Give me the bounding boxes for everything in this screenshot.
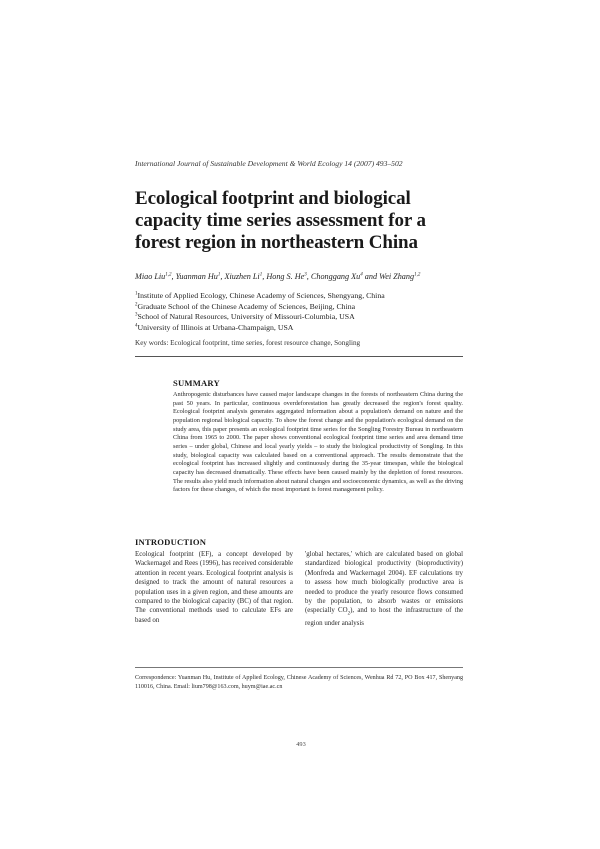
- introduction-left-column: Ecological footprint (EF), a concept developed by Wackernagel and Rees (1996), has received considerable attention in recent years. Ecological footprint analysis is designed to track the amount of natural resources a population uses in a given region, and these amounts are compared to the biological capacity (BC) of that region. The conventional methods used to calculate EFs are based on: [135, 551, 293, 624]
- keywords: Key words: Ecological footprint, time series, forest resource change, Songling: [135, 339, 361, 347]
- affiliation-item: [135, 291, 475, 302]
- introduction-right-text: 'global hectares,' which are calculated based on global standardized biological productivity (bioproductivity) (Monfreda and Wackernagel 2004). EF calculations try to assess how much biologically productive area is needed to produce the yearly resource flows consumed by the population, to absorb wastes or emissions (especially CO: [305, 551, 463, 615]
- author-affiliation-marker: 4: [360, 272, 363, 278]
- author-affiliation-marker: 1,2: [165, 272, 172, 278]
- affiliation-list: [135, 291, 475, 333]
- author-separator: ,: [306, 272, 311, 281]
- correspondence-note: Correspondence: Yuanman Hu, Institute of Applied Ecology, Chinese Academy of Sciences, Wenhua Rd 72, PO Box 417, Shenyang 110016, China. Email: lium798@163.com, huym@iae.ac.cn: [135, 675, 463, 690]
- author-list: [135, 272, 475, 281]
- affiliation-item: [135, 323, 475, 334]
- footnote-divider: [135, 667, 463, 668]
- author-affiliation-marker: 1: [217, 272, 221, 278]
- author-name: Hong S. He: [266, 272, 305, 281]
- author-affiliation-marker: 1,2: [414, 272, 421, 278]
- author-affiliation-marker: 3: [304, 272, 307, 278]
- affiliation-marker: 2: [135, 302, 138, 307]
- page-number: 493: [296, 741, 306, 748]
- co2-subscript: 2: [347, 611, 351, 617]
- affiliation-item: [135, 312, 475, 323]
- author-separator: ,: [220, 272, 225, 281]
- paper-title: Ecological footprint and biological capacity time series assessment for a forest region in northeastern China: [135, 188, 426, 253]
- affiliation-marker: 4: [135, 323, 138, 329]
- introduction-right-column: [305, 550, 463, 629]
- affiliation-marker: 3: [135, 312, 138, 318]
- introduction-right-text-end: ), and to host the infrastructure of the region under analysis: [305, 607, 464, 628]
- author-name: Miao Liu: [135, 272, 166, 281]
- summary-heading: SUMMARY: [173, 378, 220, 388]
- summary-text: Anthropogenic disturbances have caused major landscape changes in the forests of northeastern China during the past 50 years. In particular, continuous overdeforestation has greatly decreased the region's forest quality. Ecological footprint analysis generates aggregated information about a population's demand on nature and the population regional biological capacity. To show the forest change and the population's ecological demand on the study area, this paper presents an ecological footprint time series for the Songling Forestry Bureau in northeastern China from 1965 to 2000. The paper shows conventional ecological footprint time series and area demand time series – under global, Chinese and local yearly yields – to study the biological productivity of Songling. In this study, biological capacity was calculated based on a conventional approach. The results demonstrate that the ecological footprint has increased slightly and continuously during the 35-year timespan, while the biological capacity has decreased dramatically. These effects have been caused mainly by the depletion of forest resources. The results also yield much information about natural changes and socioeconomic dynamics, as well as the driving factors for these changes, of which the most important is forest management policy.: [173, 391, 463, 494]
- journal-header: International Journal of Sustainable Development & World Ecology 14 (2007) 493–502: [135, 159, 403, 168]
- section-divider: [135, 356, 463, 357]
- author-name: Xiuzhen Li: [224, 272, 260, 281]
- author-separator: ,: [262, 272, 267, 281]
- affiliation-text: Graduate School of the Chinese Academy of Sciences, Beijing, China: [137, 301, 356, 311]
- author-name: Chonggang Xu: [310, 272, 361, 281]
- affiliation-item: [135, 302, 475, 313]
- affiliation-text: Institute of Applied Ecology, Chinese Academy of Sciences, Shengyang, China: [137, 291, 385, 300]
- author-name: Yuanman Hu: [175, 272, 218, 281]
- author-separator: ,: [171, 272, 176, 281]
- introduction-heading: INTRODUCTION: [135, 537, 207, 547]
- author-affiliation-marker: 1: [259, 272, 263, 278]
- affiliation-text: University of Illinois at Urbana-Champaign, USA: [137, 322, 294, 332]
- author-separator: and: [362, 272, 380, 281]
- affiliation-marker: 1: [135, 291, 138, 297]
- affiliation-text: School of Natural Resources, University of Missouri-Columbia, USA: [137, 312, 355, 322]
- author-name: Wei Zhang: [379, 272, 415, 281]
